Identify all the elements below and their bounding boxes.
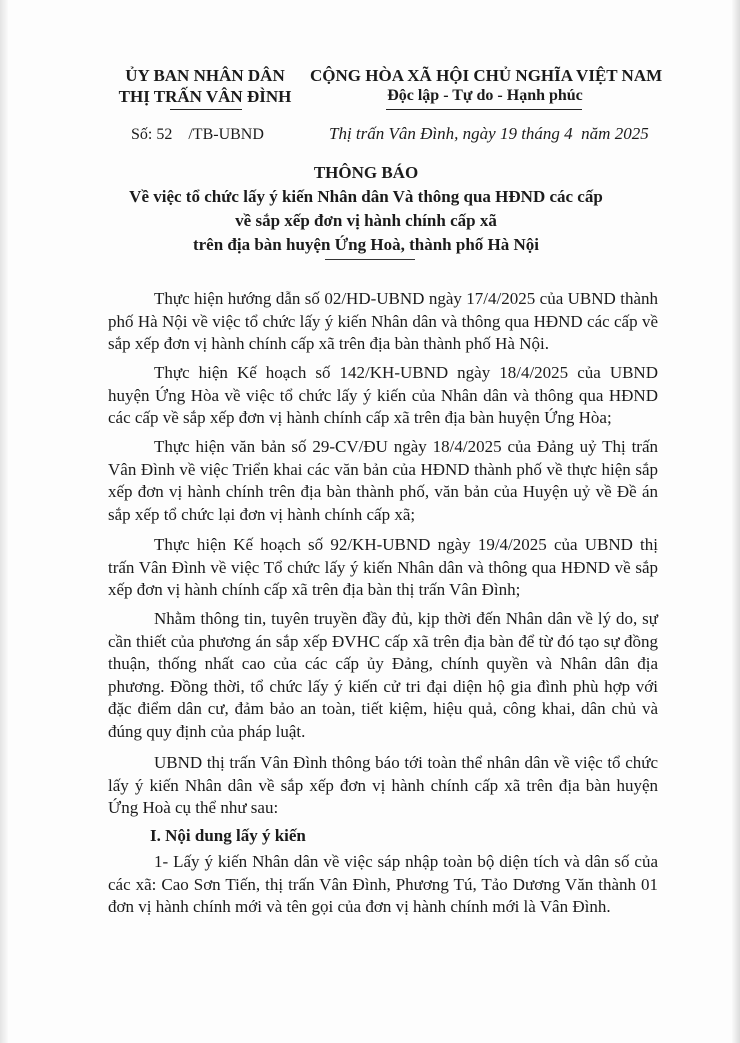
paragraph-5: Nhằm thông tin, tuyên truyền đầy đủ, kịp thời đến Nhân dân về lý do, sự cần thiết của phương án sắp xếp ĐVHC cấp xã trên địa bàn để từ đó tạo sự đồng thuận, thống nhất cao của các cấp ủy Đảng, chính quyền và Nhân dân địa phương. Đồng thời, tổ chức lấy ý kiến cử tri đại diện hộ gia đình phù hợp với đặc điểm dân cư, đảm bảo an toàn, tiết kiệm, hiệu quả, công khai, dân chủ và đúng quy định của pháp luật. [108,609,658,741]
paragraph-4: Thực hiện Kế hoạch số 92/KH-UBND ngày 19/4/2025 của UBND thị trấn Vân Đình về việc Tổ chức lấy ý kiến Nhân dân và thông qua HĐND về sắp xếp đơn vị hành chính cấp xã trên địa bàn thị trấn Vân Đình; [108,535,658,599]
paragraph-6: UBND thị trấn Vân Đình thông báo tới toàn thể nhân dân về việc tổ chức lấy ý kiến Nhân dân về sắp xếp đơn vị hành chính cấp xã trên địa bàn huyện Ứng Hoà cụ thể như sau: [108,753,658,817]
title-subject-line2: về sắp xếp đơn vị hành chính cấp xã [235,211,497,230]
paragraph-2: Thực hiện Kế hoạch số 142/KH-UBND ngày 18/4/2025 của UBND huyện Ứng Hòa về việc tổ chức lấy ý kiến của Nhân dân và thông qua HĐND các cấp về sắp xếp đơn vị hành chính cấp xã trên địa bàn huyện Ứng Hòa; [108,363,658,427]
title-underline [325,259,415,260]
national-title: CỘNG HÒA XÃ HỘI CHỦ NGHĨA VIỆT NAM [310,66,663,85]
title-subject-line1: Về việc tổ chức lấy ý kiến Nhân dân Và thông qua HĐND các cấp [129,187,603,206]
national-motto: Độc lập - Tự do - Hạnh phúc [387,87,583,104]
paragraph-1: Thực hiện hướng dẫn số 02/HD-UBND ngày 17/4/2025 của UBND thành phố Hà Nội về việc tổ chức lấy ý kiến Nhân dân và thông qua HĐND các cấp về sắp xếp đơn vị hành chính cấp xã trên địa bàn thành phố Hà Nội. [108,289,658,353]
page-left-edge [0,0,8,1043]
section-item-1: 1- Lấy ý kiến Nhân dân về việc sáp nhập toàn bộ diện tích và dân số của các xã: Cao Sơn Tiến, thị trấn Vân Đình, Phương Tú, Tảo Dương Văn thành 01 đơn vị hành chính mới và tên gọi của đơn vị hành chính mới là Vân Đình. [108,852,658,916]
motto-underline [386,109,582,110]
title-subject-line3: trên địa bàn huyện Ứng Hoà, thành phố Hà Nội [192,235,540,254]
page-right-edge [732,0,740,1043]
agency-underline [170,109,242,110]
issuing-agency-line1: ỦY BAN NHÂN DÂN [125,66,285,85]
issuing-agency-line2: THỊ TRẤN VÂN ĐÌNH [118,87,292,106]
section-heading: I. Nội dung lấy ý kiến [150,826,306,845]
place-date: Thị trấn Vân Đình, ngày 19 tháng 4 năm 2025 [329,124,649,143]
paragraph-3: Thực hiện văn bản số 29-CV/ĐU ngày 18/4/2025 của Đảng uỷ Thị trấn Vân Đình về việc Triển khai các văn bản của HĐND thành phố về thực hiện sắp xếp đơn vị hành chính trên địa bàn thành phố, văn bản của Huyện uỷ về Đề án sắp xếp tổ chức lại đơn vị hành chính cấp xã; [108,437,658,524]
document-title: THÔNG BÁO [313,163,419,182]
document-number: Số: 52 /TB-UBND [131,126,264,143]
